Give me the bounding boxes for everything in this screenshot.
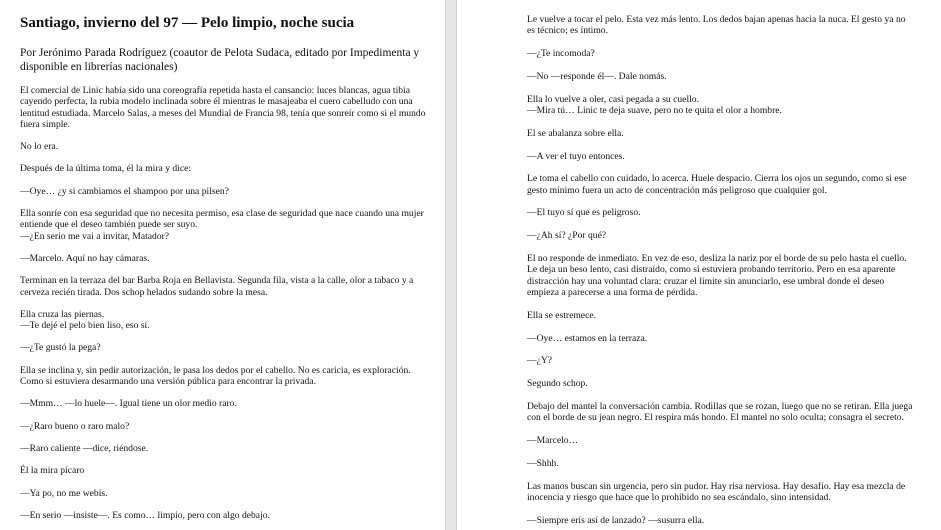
paragraph: —En serio —insiste—. Es como… limpio, pero con algo debajo. [20,509,270,521]
paragraph: No lo era. [20,141,59,153]
paragraph: —¿Te gustó la pega? [20,342,101,354]
paragraph: Le vuelve a tocar el pelo. Esta vez más lento. Los dedos bajan apenas hacia la nuca. El gesto ya no es técnico; es íntimo. [527,14,906,37]
paragraph: Segundo schop. [527,378,588,390]
paragraph: —¿Y? [527,355,553,367]
paragraph: Después de la última toma, él la mira y dice: [20,163,192,175]
paragraph: —Oye… estamos en la terraza. [527,332,648,344]
paragraph: Él la mira pícaro [20,465,85,477]
document-page-left [0,0,445,530]
paragraph: —Oye… ¿y si cambiamos el shampoo por una pilsen? [20,185,229,197]
paragraph: —Ya po, no me webís. [20,487,108,499]
paragraph: —El tuyo sí que es peligroso. [527,207,641,219]
paragraph: —Marcelo… [527,435,579,447]
paragraph: Ella se inclina y, sin pedir autorización, le pasa los dedos por el cabello. No es caricia, es exploración. Como si estuviera desarmando una versión pública para encontrar la privada. [20,364,411,388]
paragraph: El comercial de Linic había sido una coreografía repetida hasta el cansancio: luces blancas, agua tibia cayendo perfecta, la rubia modelo inclinada sobre él mientras le masajeaba el cuero cabelludo con una lentitud estudiada. Marcelo Salas, a meses del Mundial de Francia 98, tenía que sonreír como si el mundo fuera simple. [20,85,426,130]
paragraph: —No —responde él—. Dale nomás. [527,70,667,82]
paragraph: Ella lo vuelve a oler, casi pegada a su cuello. —Mira tú… Linic te deja suave, pero no te quita el olor a hombre. [527,93,782,116]
paragraph: —¿Te incomoda? [527,48,595,60]
paragraph: Debajo del mantel la conversación cambia. Rodillas que se rozan, luego que no se retiran. Ella juega con el borde de su jean negro. El respira más hondo. El mantel no solo oculta; consagra el secreto. [527,400,913,424]
paragraph: —¿Raro bueno o raro malo? [20,420,130,432]
paragraph: Ella se estremece. [527,309,596,321]
paragraph: El se abalanza sobre ella. [527,127,624,139]
left-page-body [20,85,435,521]
paragraph: —Shhh. [527,457,559,469]
document-title: Santiago, invierno del 97 — Pelo limpio, noche sucia [20,15,355,31]
paragraph: —Mmm… —lo huele—. Igual tiene un olor medio raro. [20,398,237,410]
paragraph: El no responde de inmediato. En vez de eso, desliza la nariz por el borde de su pelo hasta el cuello. Le deja un beso lento, casi distraído, como si estuviera probando territorio. Pero en esa aparente distracción hay una voluntad clara: cruzar el límite sin anunciarlo, ese umbral donde el deseo empieza a parecerse a una forma de pérdida. [527,253,907,298]
paragraph: Ella cruza las piernas. —Te dejé el pelo bien liso, eso sí. [20,308,150,332]
paragraph: —A ver el tuyo entonces. [527,150,625,162]
paragraph: Las manos buscan sin urgencia, pero sin pudor. Hay risa nerviosa. Hay desafío. Hay esa mezcla de inocencia y riesgo que hace que lo prohibido no sea escándalo, sino intensidad. [527,480,906,503]
paragraph: —Raro caliente —dice, riéndose. [20,442,149,454]
paragraph: —Marcelo. Aquí no hay cámaras. [20,252,150,264]
document-page-right [457,0,941,530]
paragraph: Terminan en la terraza del bar Barba Roja en Bellavista. Segunda fila, vista a la calle, olor a tabaco y a cerveza recién tirada. Dos schop helados sudando sobre la mesa. [20,275,414,298]
page-gutter [445,0,457,530]
document-byline: Por Jerónimo Parada Rodríguez (coautor de Pelota Sudaca, editado por Impedimenta y disponible en librerías nacionales) [20,47,420,73]
paragraph: —¿Ah sí? ¿Por qué? [527,230,607,242]
right-page-body [527,14,915,526]
paragraph: Ella sonríe con esa seguridad que no necesita permiso, esa clase de seguridad que nace cuando una mujer entiende que el deseo también puede ser suyo. —¿En serio me vai a invitar, Matador? [20,208,424,242]
paragraph: —Siempre erís así de lanzado? —susurra ella. [527,514,705,526]
paragraph: Le toma el cabello con cuidado, lo acerca. Huele despacio. Cierra los ojos un segundo, como si ese gesto mínimo fuera un acto de concentración más peligroso que cualquier gol. [527,173,907,196]
